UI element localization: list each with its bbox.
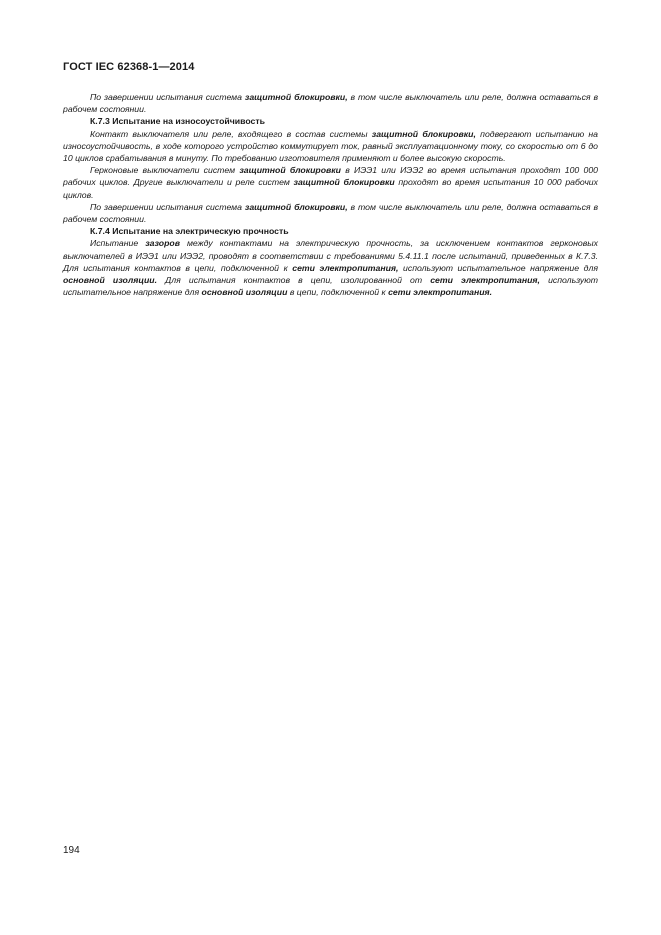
- paragraph-interlock-final-state-2: [63, 201, 598, 225]
- section-heading-k73: К.7.3 Испытание на износоустойчивость: [90, 116, 265, 127]
- text-run: в цепи, подключенной к: [287, 287, 389, 298]
- text-run: подвергают испытанию на износоустойчивость, в ходе которого устройство коммутирует ток, равный эксплуатационному току, со скоростью от 6 до 10 циклов срабатывания в минуту. По требованию изготовителя применяют и более высокую скорость.: [63, 128, 598, 164]
- text-run: По завершении испытания система: [90, 92, 245, 102]
- page-number: 194: [63, 845, 80, 856]
- text-run: в том числе выключатель или реле, должна оставаться в рабочем состоянии.: [63, 92, 599, 115]
- paragraph-electric-strength-test: [63, 237, 598, 298]
- text-run: проходят во время испытания 10 000 рабочих циклов.: [63, 177, 598, 200]
- document-header-title: ГОСТ IEC 62368-1—2014: [63, 61, 195, 73]
- section-heading-k74: К.7.4 Испытание на электрическую прочность: [90, 226, 289, 237]
- term-basic-insulation: основной изоляции.: [63, 275, 158, 286]
- term-protective-interlock: защитной блокировки: [293, 177, 395, 188]
- term-protective-interlock: защитной блокировки,: [244, 201, 348, 212]
- text-run: используют испытательное напряжение для: [398, 262, 598, 273]
- text-run: По завершении испытания система: [90, 201, 245, 212]
- term-protective-interlock: защитной блокировки,: [371, 128, 476, 139]
- text-run: Герконовые выключатели систем: [90, 165, 240, 176]
- term-mains: сети электропитания,: [430, 275, 540, 286]
- term-basic-insulation: основной изоляции: [201, 287, 288, 298]
- term-clearances: зазоров: [145, 238, 180, 249]
- paragraph-reed-switches: [63, 164, 598, 201]
- term-protective-interlock: защитной блокировки,: [244, 92, 348, 102]
- term-mains: сети электропитания.: [388, 287, 493, 298]
- text-run: Для испытания контактов в цепи, изолированной от: [157, 275, 431, 286]
- term-protective-interlock: защитной блокировки: [239, 165, 341, 176]
- text-run: в том числе выключатель или реле, должна оставаться в рабочем состоянии.: [63, 201, 599, 225]
- text-run: Контакт выключателя или реле, входящего в состав системы: [90, 128, 372, 139]
- paragraph-interlock-final-state-1: [63, 91, 598, 115]
- text-run: между контактами на электрическую прочность, за исключением контактов герконовых выключателей в ИЭЭ1 или ИЭЭ2, проводят в соответствии с требованиями 5.4.11.1 после испытаний, приведенных в К.7.3. Для испытания контактов в цепи, подключенной к: [63, 238, 599, 273]
- document-body: [63, 91, 598, 298]
- paragraph-endurance-test: [63, 128, 598, 165]
- text-run: в ИЭЭ1 или ИЭЭ2 во время испытания проходят 100 000 рабочих циклов. Другие выключатели и реле систем: [63, 165, 598, 188]
- text-run: используют испытательное напряжение для: [63, 275, 598, 298]
- text-run: Испытание: [90, 238, 146, 249]
- term-mains: сети электропитания,: [292, 262, 399, 273]
